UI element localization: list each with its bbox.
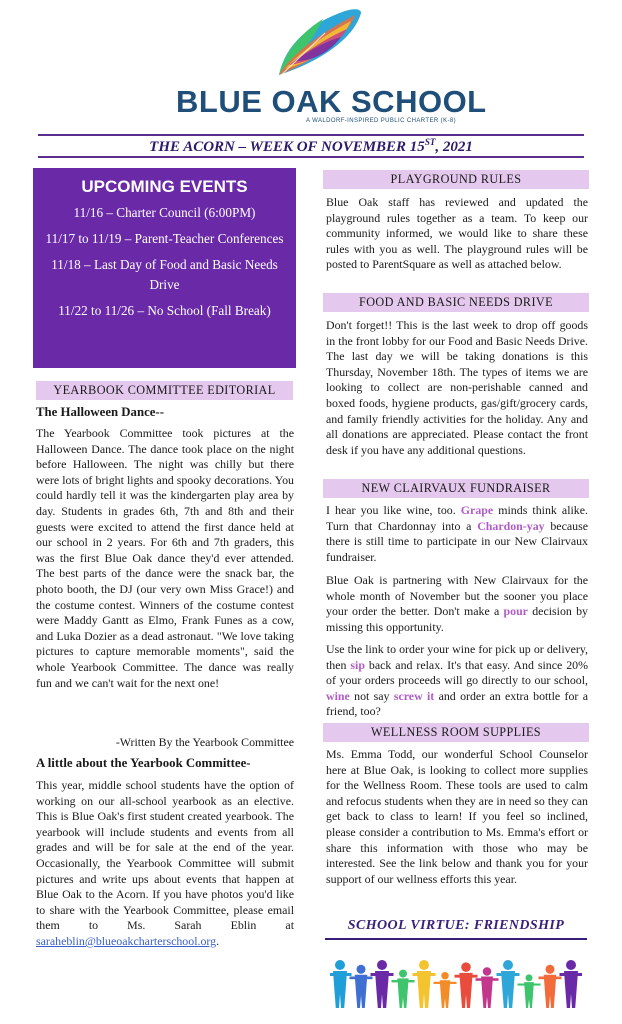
school-name: BLUE OAK SCHOOL	[176, 84, 487, 119]
pun-highlight: wine	[326, 688, 350, 703]
halloween-dance-subheading: The Halloween Dance--	[36, 405, 164, 419]
feather-logo-icon	[265, 5, 365, 83]
clairvaux-text: decision by missing this opportunity.	[326, 604, 588, 634]
school-tagline: A WALDORF-INSPIRED PUBLIC CHARTER (K-8)	[306, 118, 456, 124]
clairvaux-text: back and relax. It's that easy. And since 20% of your orders proceeds will go directly to our school,	[326, 657, 588, 688]
pun-highlight: screw it	[393, 688, 435, 703]
clairvaux-paragraph-1	[326, 503, 588, 565]
newsletter-header	[0, 0, 622, 132]
clairvaux-text: because there is still time to participate in our New Clairvaux fundraiser.	[326, 518, 588, 564]
yearbook-about-subheading: A little about the Yearbook Committee-	[36, 756, 251, 770]
clairvaux-text: Use the link to order your wine for pick up or delivery, then	[326, 642, 588, 672]
clairvaux-text: not say	[349, 688, 394, 703]
masthead-bottom-rule	[38, 156, 584, 158]
event-item: 11/16 – Charter Council (6:00PM)	[73, 205, 256, 220]
playground-paragraph: Blue Oak staff has reviewed and updated the playground rules together as a team. To keep our community informed, we would like to share these rules with you as well. The playground rules will be posted to ParentSquare as well as attached below.	[326, 195, 588, 272]
masthead-title: THE ACORN – WEEK OF NOVEMBER 15ST, 2021	[149, 137, 473, 155]
school-virtue-underline	[325, 938, 587, 940]
yearbook-byline: -Written By the Yearbook Committee	[115, 735, 294, 749]
clairvaux-text: and order an extra bottle for a friend, too?	[326, 688, 588, 719]
food-drive-section-heading: FOOD AND BASIC NEEDS DRIVE	[323, 293, 589, 312]
clairvaux-paragraph-2	[326, 573, 588, 635]
pun-highlight: sip	[350, 657, 365, 672]
event-item: 11/18 – Last Day of Food and Basic Needs Drive	[51, 257, 278, 292]
masthead-top-rule	[38, 134, 584, 136]
clairvaux-text: I hear you like wine, too.	[326, 503, 461, 517]
event-item: 11/17 to 11/19 – Parent-Teacher Conferences	[45, 231, 284, 246]
yearbook-email-link[interactable]: saraheblin@blueoakcharterschool.org	[36, 933, 217, 948]
school-virtue-title: SCHOOL VIRTUE: FRIENDSHIP	[347, 918, 565, 933]
yearbook-section-heading: YEARBOOK COMMITTEE EDITORIAL	[36, 381, 293, 400]
pun-highlight: Grape	[460, 503, 494, 517]
yearbook-about-text: This year, middle school students have the option of working on our all-school yearbook as an elective. This is Blue Oak's first student created yearbook. The yearbook will include students and events from all grades and will be for sale at the end of the year. Occasionally, the Yearbook Committee will submit pictures and write ups about events that happen at Blue Oak to the Acorn. If you have photos you'd like to share with the Yearbook Committee, please email them to Ms. Sarah Eblin at	[36, 778, 294, 933]
yearbook-email-period: .	[216, 933, 220, 948]
halloween-dance-paragraph: The Yearbook Committee took pictures at the Halloween Dance. The dance took place on the night before Halloween. The night was chilly but there were lots of bright lights and spooky decorations. You could hardly tell it was the kindergarten play area by day. Students in grades 6th, 7th and 8th and their guests were excited to attend the first dance held at our school in 2 years. For 6th and 7th graders, this was the first Blue Oak dance they'd ever attended. The best parts of the dance were the snack bar, the photo booth, the DJ (our very own Miss Grace!) and the costume contest. Winners of the costume contest were Maddy Gantt as Elmo, Frank Funes as a cow, and Luka Dozier as a dead astronaut. "We love taking pictures to capture memorable moments", said the whole Yearbook Committee. The dance was really fun and we can't wait for the next one!	[36, 426, 294, 690]
upcoming-events-title: UPCOMING EVENTS	[81, 177, 248, 196]
pun-highlight: Chardon-yay	[477, 518, 545, 533]
clairvaux-paragraph-3	[326, 642, 588, 720]
pun-highlight: pour	[503, 604, 528, 619]
clairvaux-text: Blue Oak is partnering with New Clairvaux for the whole month of November but the sooner you place your order the better. Don't make a	[326, 573, 588, 619]
event-item: 11/22 to 11/26 – No School (Fall Break)	[58, 303, 271, 318]
playground-section-heading: PLAYGROUND RULES	[323, 170, 589, 189]
upcoming-events-box	[33, 168, 296, 368]
wellness-section-heading: WELLNESS ROOM SUPPLIES	[323, 723, 589, 742]
yearbook-about-paragraph	[36, 778, 294, 950]
rainbow-people-chain-icon	[330, 952, 582, 1010]
food-drive-paragraph: Don't forget!! This is the last week to drop off goods in the front lobby for our Food and Basic Needs Drive. The last day we will be taking donations is this Thursday, November 18th. The types of items we are looking to collect are non-perishable canned and boxed foods, hygiene products, gas/gift/grocery cards, and family friendly activities for the holiday. Any and all donations are appreciated. Please contact the front desk if you have any additional questions.	[326, 318, 588, 457]
clairvaux-text: minds think alike. Turn that Chardonnay into a	[326, 503, 588, 533]
clairvaux-section-heading: NEW CLAIRVAUX FUNDRAISER	[323, 479, 589, 498]
wellness-paragraph: Ms. Emma Todd, our wonderful School Counselor here at Blue Oak, is looking to collect more supplies for the Wellness Room. These tools are used to calm and refocus students when they are in need so they can get back to class to learn! If you feel so inclined, please consider a contribution to Ms. Emma's effort or share this information with those who may be interested. See the link below and thank you for your support of our wellness efforts this year.	[326, 747, 588, 886]
